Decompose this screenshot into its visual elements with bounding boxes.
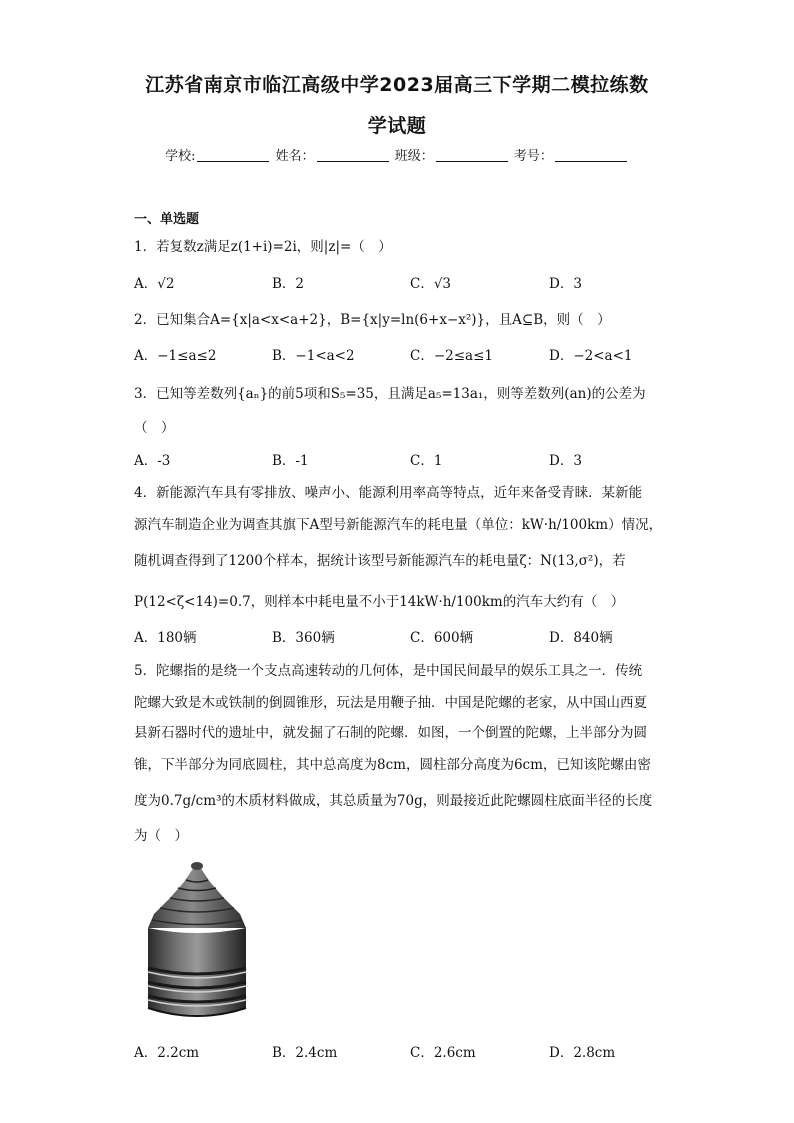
- student-info-row: [0, 145, 794, 164]
- q4-line-2: 源汽车制造企业为调查其旗下A型号新能源汽车的耗电量（单位：kW·h/100km）情况，: [134, 517, 663, 533]
- section-heading: 一、单选题: [134, 212, 200, 227]
- exam-number-blank[interactable]: [555, 161, 627, 162]
- q1-option-d[interactable]: D．3: [549, 276, 582, 292]
- name-label: 姓名：: [275, 149, 315, 164]
- q2-option-c[interactable]: C．−2≤a≤1: [410, 348, 493, 364]
- class-label: 班级：: [394, 149, 434, 164]
- q4-line-3: 随机调查得到了1200个样本，据统计该型号新能源汽车的耗电量ζ：N(13,σ²)，若: [134, 553, 626, 569]
- q4-option-c[interactable]: C．600辆: [410, 630, 474, 646]
- q5-line-5: 度为0.7g/cm³的木质材料做成，其总质量为70g，则最接近此陀螺圆柱底面半径的长度: [134, 793, 653, 809]
- q4-line-1: 4．新能源汽车具有零排放、噪声小、能源利用率高等特点，近年来备受青睐．某新能: [134, 485, 643, 501]
- q5-line-4: 锥，下半部分为同底圆柱，其中总高度为8cm，圆柱部分高度为6cm，已知该陀螺由密: [134, 757, 651, 773]
- class-blank[interactable]: [436, 161, 508, 162]
- q5-option-c[interactable]: C．2.6cm: [410, 1045, 476, 1061]
- q5-option-d[interactable]: D．2.8cm: [549, 1045, 616, 1061]
- spinning-top-photo: [134, 858, 260, 1026]
- q1-option-c[interactable]: C．√3: [410, 276, 452, 292]
- q5-line-6: 为（ ）: [134, 828, 188, 844]
- q3-option-a[interactable]: A．-3: [134, 453, 171, 469]
- q4-option-a[interactable]: A．180辆: [134, 630, 197, 646]
- school-label: 学校:: [165, 149, 196, 164]
- q3-option-c[interactable]: C．1: [410, 453, 443, 469]
- exam-number-label: 考号：: [513, 149, 553, 164]
- title-line-1: 江苏省南京市临江高级中学2023届高三下学期二模拉练数: [145, 74, 649, 96]
- q3-stem-line-2: （ ）: [134, 420, 175, 436]
- name-blank[interactable]: [317, 161, 389, 162]
- q2-stem: 2．已知集合A={x|a<x<a+2}，B={x|y=ln(6+x−x²)}，且A⊆B，则（ ）: [134, 312, 611, 328]
- q4-line-4: P(12<ζ<14)=0.7，则样本中耗电量不小于14kW·h/100km的汽车大约有（ ）: [134, 594, 625, 610]
- q2-option-a[interactable]: A．−1≤a≤2: [134, 348, 217, 364]
- q1-stem: 1．若复数z满足z(1+i)=2i，则|z|=（ ）: [134, 239, 392, 255]
- q5-option-a[interactable]: A．2.2cm: [134, 1045, 200, 1061]
- q1-option-b[interactable]: B．2: [272, 276, 305, 292]
- q3-option-b[interactable]: B．-1: [272, 453, 309, 469]
- title-line-2: 学试题: [367, 115, 427, 137]
- q1-option-a[interactable]: A．√2: [134, 276, 175, 292]
- q5-line-2: 陀螺大致是木或铁制的倒圆锥形，玩法是用鞭子抽．中国是陀螺的老家，从中国山西夏: [134, 695, 647, 711]
- q2-option-b[interactable]: B．−1<a<2: [272, 348, 355, 364]
- school-blank[interactable]: [197, 161, 269, 162]
- q3-stem-line-1: 3．已知等差数列{aₙ}的前5项和S₅=35，且满足a₅=13a₁，则等差数列(an)的公差为: [134, 386, 646, 402]
- q4-option-d[interactable]: D．840辆: [549, 630, 613, 646]
- q5-option-b[interactable]: B．2.4cm: [272, 1045, 338, 1061]
- q5-line-1: 5．陀螺指的是绕一个支点高速转动的几何体，是中国民间最早的娱乐工具之一．传统: [134, 663, 643, 679]
- q5-line-3: 县新石器时代的遗址中，就发掘了石制的陀螺．如图，一个倒置的陀螺，上半部分为圆: [134, 725, 647, 741]
- q4-option-b[interactable]: B．360辆: [272, 630, 335, 646]
- q3-option-d[interactable]: D．3: [549, 453, 582, 469]
- q2-option-d[interactable]: D．−2<a<1: [549, 348, 633, 364]
